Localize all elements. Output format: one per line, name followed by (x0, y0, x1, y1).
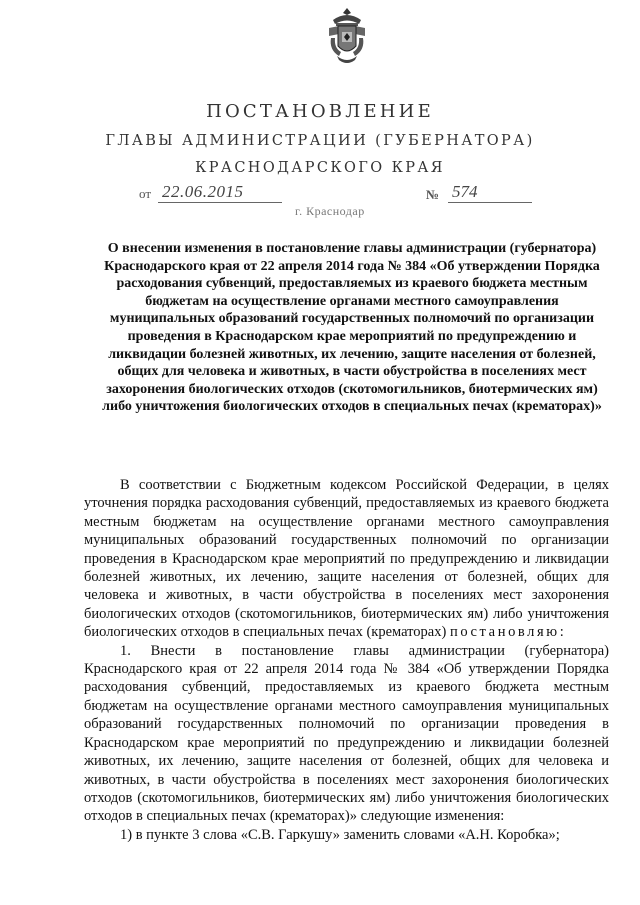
subitem-1-paragraph: 1) в пункте 3 слова «С.В. Гаркушу» заменить словами «А.Н. Коробка»; (120, 826, 560, 843)
decree-word: постановляю: (449, 624, 567, 641)
number-label: № (426, 187, 440, 202)
date-value: 22.06.2015 (158, 182, 282, 203)
document-subject: О внесении изменения в постановление главы администрации (губернатора) Краснодарского края от 22 апреля 2014 года № 384 «Об утверждении Порядка расходования субвенций, предоставляемых из краевого бюджета местным бюджетам на осуществление органами местного самоуправления муниципальных образований государственных полномочий по организации проведения в Краснодарском крае мероприятий по предупреждению и ликвидации болезней животных, их лечению, защите населения от болезней, общих для человека и животных, в части обустройства в поселениях мест захоронения биологических отходов (скотомогильников, биотермических ям) либо уничтожения биологических отходов в специальных печах (крематорах)» (102, 241, 602, 415)
preamble-text: В соответствии с Бюджетным кодексом Российской Федерации, в целях уточнения порядка расходования субвенций, предоставляемых из краевого бюджета местным бюджетам на осуществление органами местного самоуправления муниципальных образований государственных полномочий по организации проведения в Краснодарском крае мероприятий по предупреждению и ликвидации болезней животных, их лечению, защите населения от болезней, общих для человека и животных, в части обустройства в поселениях мест захоронения биологических отходов (скотомогильников, биотермических ям) либо уничтожения биологических отходов в специальных печах (крематорах) (84, 477, 609, 641)
issuer-line-2: КРАСНОДАРСКОГО КРАЯ (195, 160, 445, 176)
preamble-paragraph (84, 476, 609, 642)
document-title: ПОСТАНОВЛЕНИЕ (206, 101, 434, 122)
coat-of-arms-emblem (325, 6, 369, 66)
date-label: от (139, 186, 152, 201)
item-1-paragraph: 1. Внести в постановление главы администрации (губернатора) Краснодарского края от 22 апреля 2014 года № 384 «Об утверждении Порядка расходования субвенций, предоставляемых из краевого бюджета местным бюджетам на осуществление органами местного самоуправления муниципальных образований государственных полномочий по организации проведения в Краснодарском крае мероприятий по предупреждению и ликвидации болезней животных, их лечению, защите населения от болезней, общих для человека и животных, в части обустройства в поселениях мест захоронения биологических отходов (скотомогильников, биотермических ям) либо уничтожения биологических отходов в специальных печах (крематорах)» следующие изменения: (84, 642, 609, 825)
document-body (84, 476, 609, 844)
number-value: 574 (448, 182, 532, 203)
issuer-line-1: ГЛАВЫ АДМИНИСТРАЦИИ (ГУБЕРНАТОРА) (105, 133, 535, 149)
city-label: г. Краснодар (295, 204, 365, 218)
